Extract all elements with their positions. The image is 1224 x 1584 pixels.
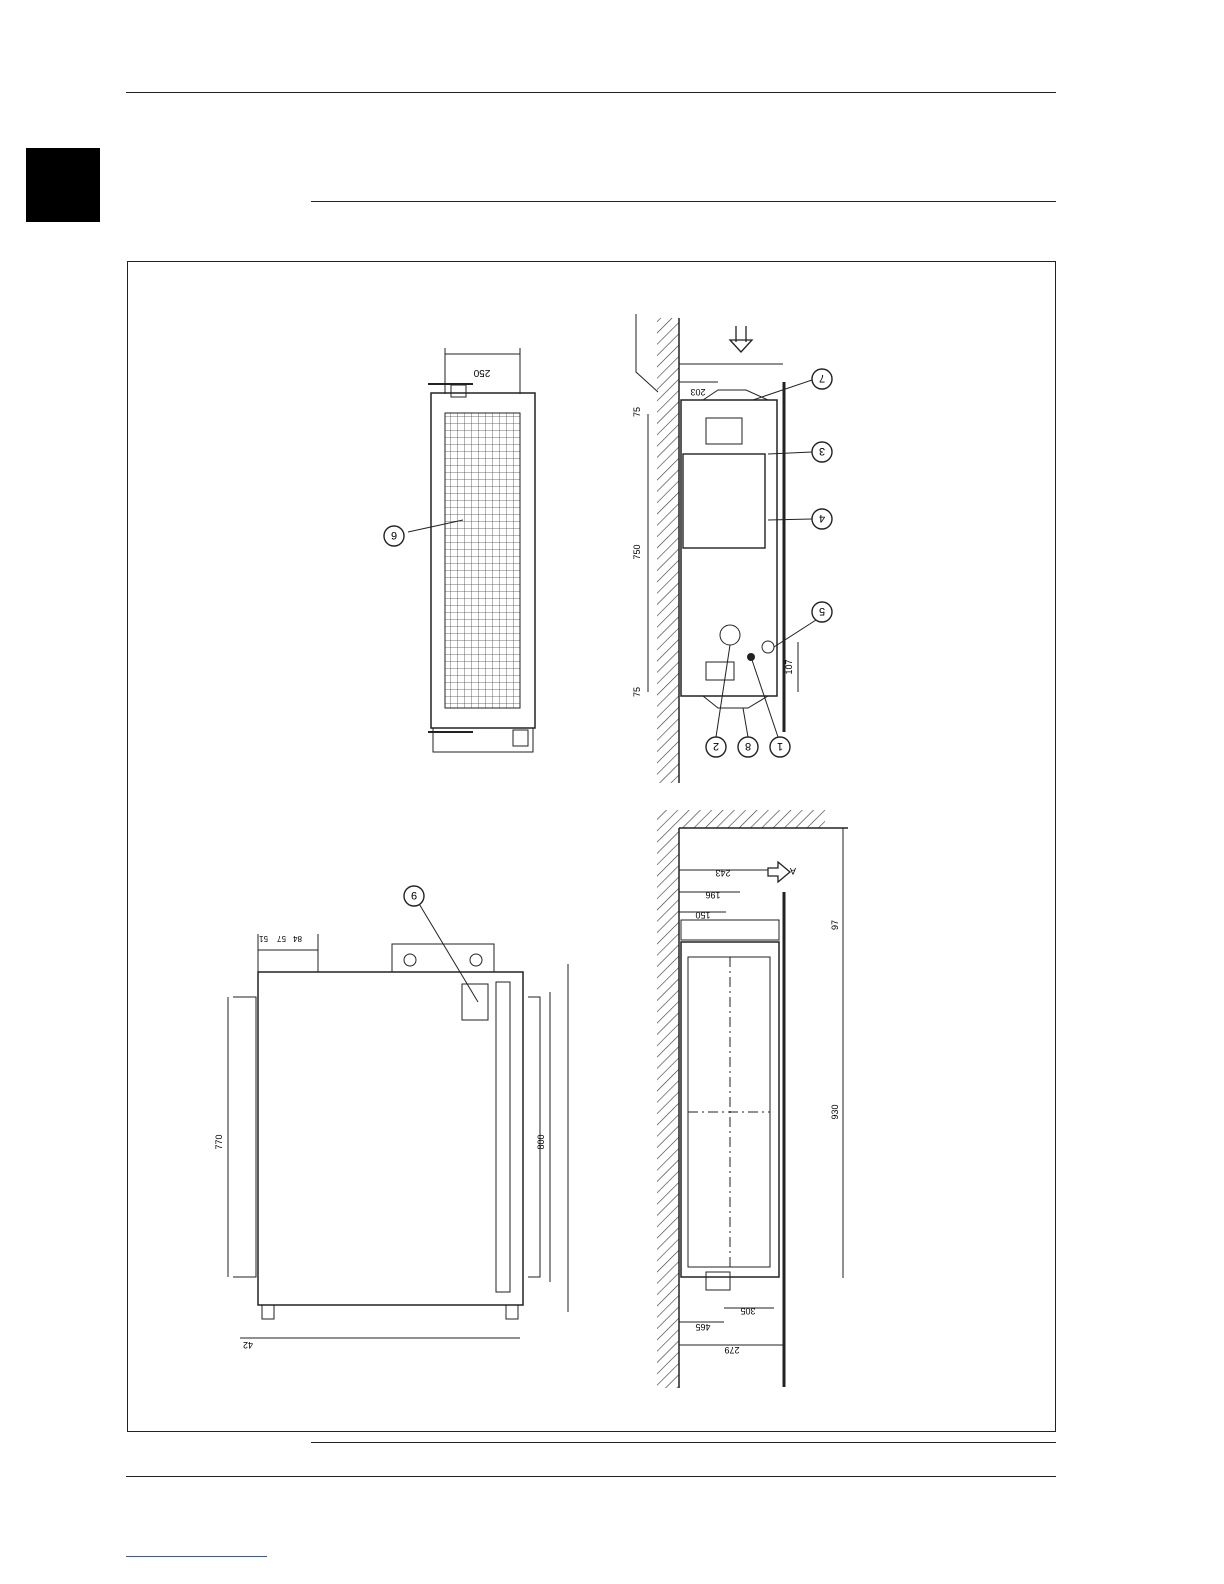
footer-rule-lower — [126, 1476, 1056, 1477]
plan-view — [214, 886, 568, 1350]
dim-42: 42 — [242, 1340, 253, 1350]
side-view-bottom — [657, 810, 848, 1388]
dim-770: 770 — [214, 1134, 224, 1150]
marker-a: A — [789, 866, 796, 876]
dim-800: 800 — [536, 1134, 546, 1150]
dim-750: 750 — [632, 544, 642, 560]
header-rule — [126, 92, 1056, 93]
callout-9: 9 — [410, 889, 418, 901]
drawing-frame — [127, 261, 1056, 1432]
dim-150: 150 — [695, 910, 711, 920]
section-tab — [26, 148, 100, 222]
dim-196: 196 — [705, 890, 721, 900]
airflow-arrow-a-icon — [768, 862, 790, 882]
callout-1: 1 — [776, 740, 784, 752]
dim-279: 279 — [724, 1345, 740, 1355]
title-rule — [311, 201, 1056, 202]
dim-97: 97 — [830, 919, 840, 931]
footer-link-underline[interactable] — [126, 1556, 267, 1557]
dim-51: 51 — [259, 934, 268, 943]
callout-4: 4 — [818, 512, 826, 524]
side-view-top — [632, 314, 832, 783]
dim-75-top: 75 — [632, 406, 642, 418]
callout-7: 7 — [818, 372, 826, 384]
dim-width: 250 — [473, 367, 491, 378]
front-view-grille — [384, 348, 535, 752]
callout-8: 8 — [744, 740, 752, 752]
dim-243: 243 — [715, 868, 731, 878]
callout-2: 2 — [712, 740, 720, 752]
dim-75-bottom: 75 — [632, 686, 642, 698]
callout-5: 5 — [818, 605, 826, 617]
airflow-arrow-icon — [730, 326, 752, 352]
footer-rule-upper — [311, 1442, 1056, 1443]
callout-3: 3 — [818, 445, 826, 457]
callouts-side-top — [706, 369, 832, 757]
dim-57: 57 — [277, 934, 286, 943]
dim-465: 465 — [695, 1322, 711, 1332]
dim-930: 930 — [830, 1104, 840, 1120]
dim-203: 203 — [690, 387, 706, 397]
dim-107: 107 — [784, 659, 794, 675]
dim-305: 305 — [740, 1306, 756, 1316]
callout-6: 6 — [390, 529, 398, 541]
dim-84: 84 — [293, 934, 302, 943]
label-plate — [462, 984, 488, 1020]
technical-drawing — [128, 262, 1057, 1433]
